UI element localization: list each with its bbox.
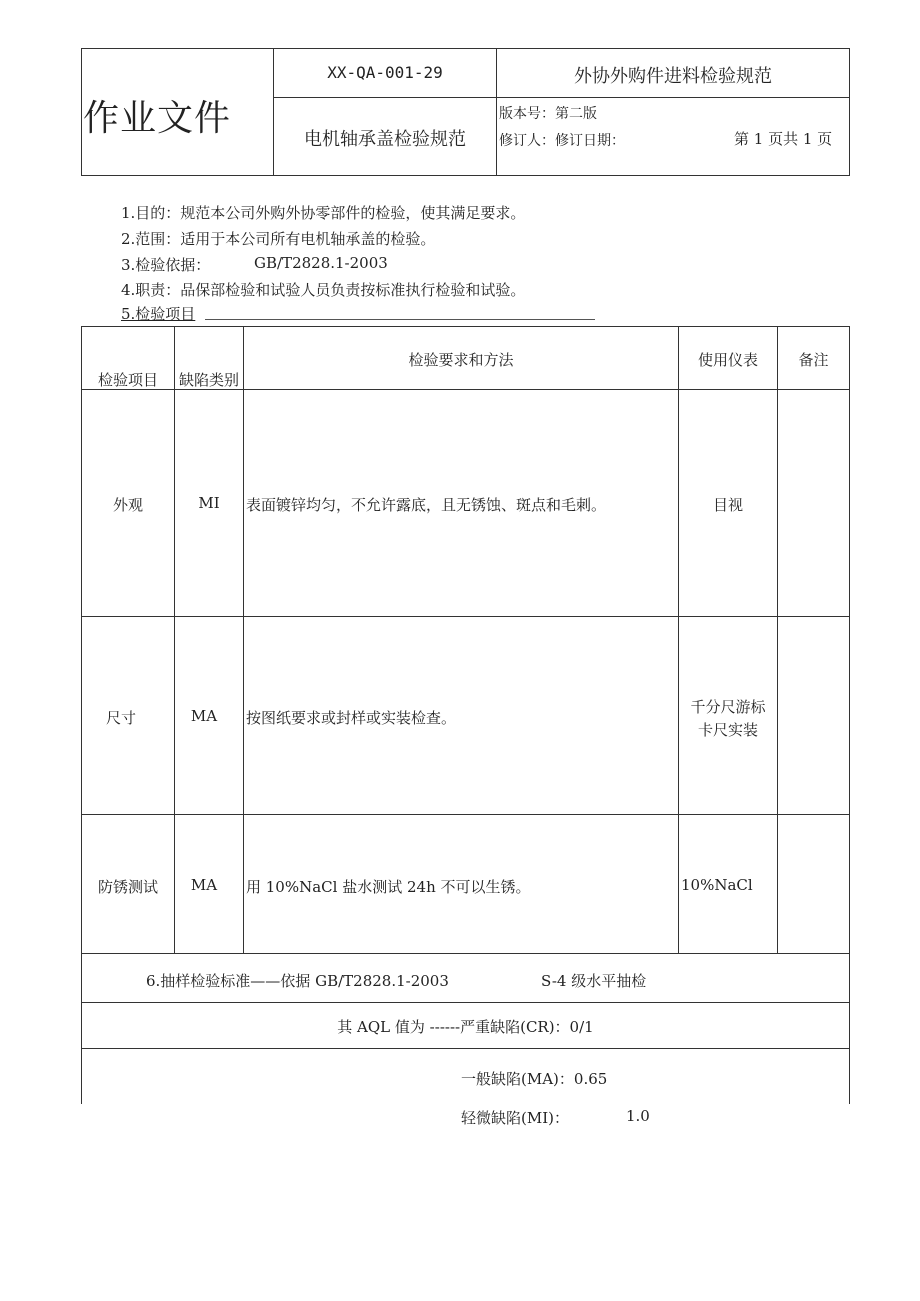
spec-title: 电机轴承盖检验规范 xyxy=(304,129,466,150)
row-item: 尺寸 xyxy=(105,709,136,727)
page-number: 第 1 页共 1 页 xyxy=(734,130,833,148)
row-instrument-line1: 千分尺游标 xyxy=(690,698,766,716)
col-header-remark: 备注 xyxy=(798,351,829,369)
header-row-divider xyxy=(273,97,850,98)
row-method: 表面镀锌均匀，不允许露底，且无锈蚀、斑点和毛刺。 xyxy=(246,496,607,514)
row-instrument-line2: 卡尺实装 xyxy=(697,721,758,739)
header-top-border xyxy=(81,48,850,49)
row-method: 用 10%NaCl 盐水测试 24h 不可以生锈。 xyxy=(246,878,531,896)
items-heading-underline xyxy=(205,319,595,320)
col-header-item: 检验项目 xyxy=(97,371,158,389)
table-top-border xyxy=(81,326,850,327)
aql-major: 一般缺陷(MA)：0.65 xyxy=(461,1070,608,1088)
header-right-border xyxy=(849,48,850,176)
table-row-divider-1 xyxy=(81,616,850,617)
aql-minor-value: 1.0 xyxy=(626,1107,650,1125)
sampling-standard: 6.抽样检验标准——依据 GB/T2828.1-2003 xyxy=(146,972,449,990)
purpose-text: 1.目的：规范本公司外购外协零部件的检验，使其满足要求。 xyxy=(121,204,526,222)
items-heading: 5.检验项目 xyxy=(121,305,196,323)
table-col-divider-3 xyxy=(678,326,679,954)
aql-critical: 其 AQL 值为 ------严重缺陷(CR)：0/1 xyxy=(337,1018,594,1036)
table-col-divider-4 xyxy=(777,326,778,954)
row-instrument: 10%NaCl xyxy=(681,876,753,894)
row-instrument: 目视 xyxy=(712,496,743,514)
basis-value: GB/T2828.1-2003 xyxy=(254,254,388,272)
aql-minor-label: 轻微缺陷(MI)： xyxy=(461,1109,569,1127)
row-item: 外观 xyxy=(112,496,143,514)
sampling-level: S-4 级水平抽检 xyxy=(541,972,647,990)
table-row-divider-2 xyxy=(81,814,850,815)
duty-text: 4.职责：品保部检验和试验人员负责按标准执行检验和试验。 xyxy=(121,281,526,299)
table-col-divider-2 xyxy=(243,326,244,954)
col-header-method: 检验要求和方法 xyxy=(408,351,514,369)
table-right-border xyxy=(849,326,850,1104)
header-bottom-border xyxy=(81,175,850,176)
row-defect: MA xyxy=(190,876,218,894)
scope-text: 2.范围：适用于本公司所有电机轴承盖的检验。 xyxy=(121,230,436,248)
doc-type-title: 作业文件 xyxy=(83,98,232,139)
row-item: 防锈测试 xyxy=(97,878,158,896)
reviser-label: 修订人：修订日期： xyxy=(499,133,625,149)
header-left-border xyxy=(81,48,82,176)
col-header-defect: 缺陷类别 xyxy=(178,371,239,389)
doc-code: XX-QA-001-29 xyxy=(327,63,443,82)
spec-group-title: 外协外购件进料检验规范 xyxy=(574,66,772,87)
row-defect: MI xyxy=(198,494,220,512)
row-method: 按图纸要求或封样或实装检查。 xyxy=(246,709,457,727)
col-header-instrument: 使用仪表 xyxy=(697,351,758,369)
table-row-divider-4 xyxy=(81,1002,850,1003)
row-defect: MA xyxy=(190,707,218,725)
table-row-divider-3 xyxy=(81,953,850,954)
table-col-divider-1 xyxy=(174,326,175,954)
basis-label: 3.检验依据： xyxy=(121,256,211,274)
table-row-divider-5 xyxy=(81,1048,850,1049)
version-label: 版本号：第二版 xyxy=(499,106,597,122)
